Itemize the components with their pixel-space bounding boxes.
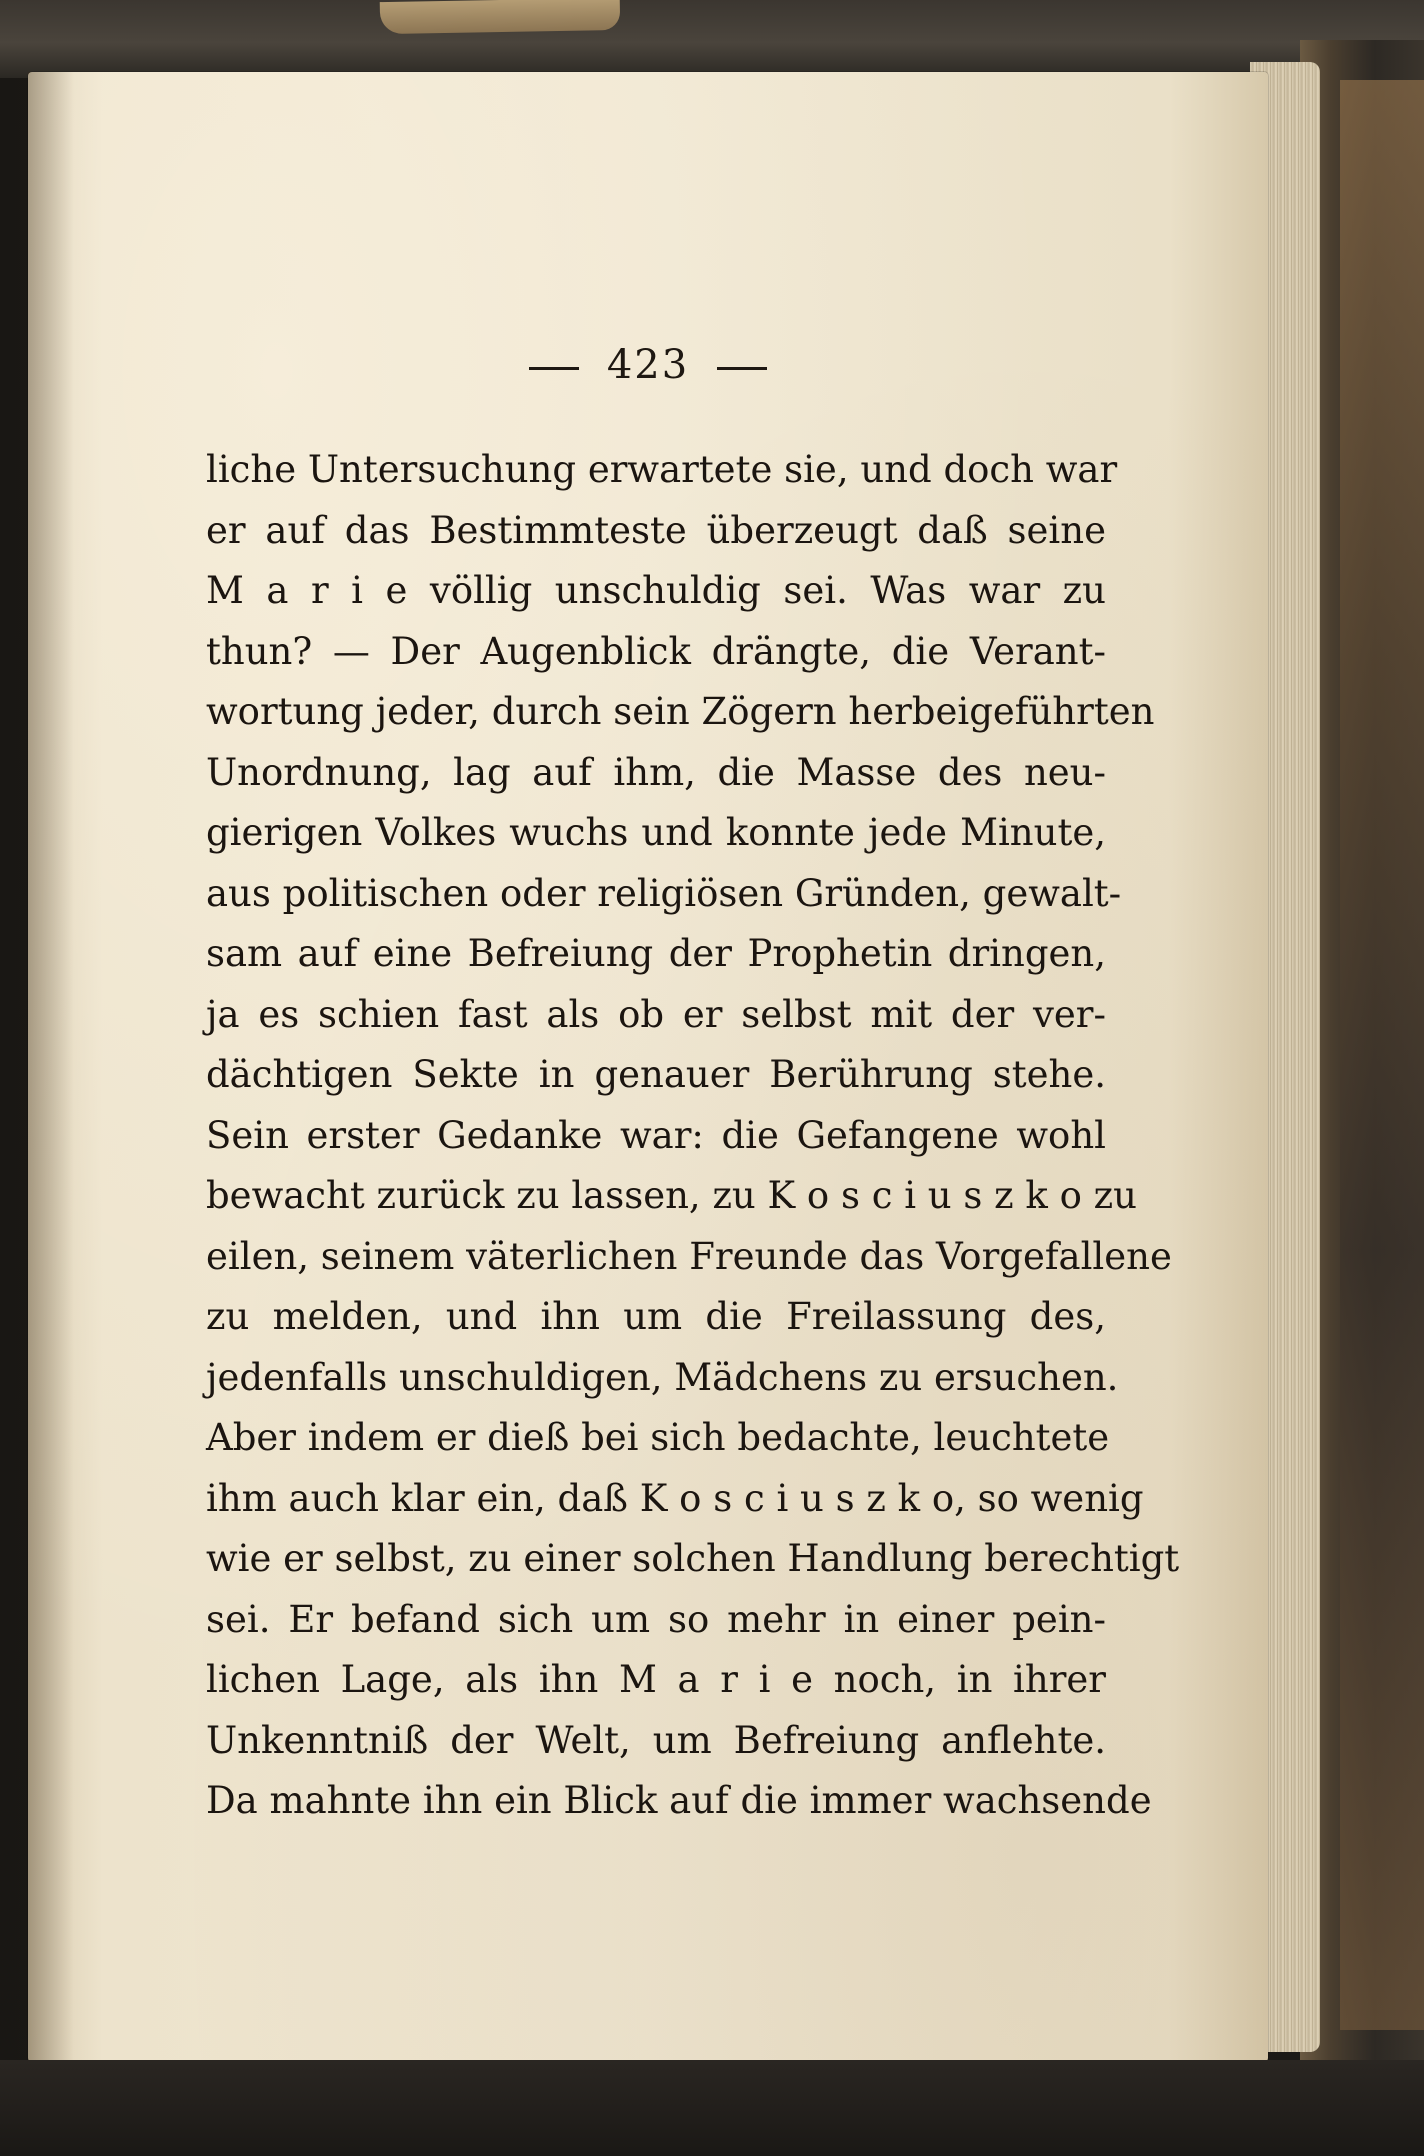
text-line: Unordnung, lag auf ihm, die Masse des neu-: [206, 750, 1106, 794]
text-line: er auf das Bestimmteste überzeugt daß seine: [206, 508, 1106, 552]
text-line: Unkenntniß der Welt, um Befreiung anflehte.: [206, 1718, 1106, 1762]
text-line: Da mahnte ihn ein Blick auf die immer wachsende: [206, 1779, 1152, 1822]
text-line: wortung jeder, durch sein Zögern herbeigeführten: [206, 690, 1155, 733]
header-dash-right: [717, 367, 767, 370]
text-line: liche Untersuchung erwartete sie, und doch war: [206, 448, 1118, 491]
text-line: sei. Er befand sich um so mehr in einer pein-: [206, 1597, 1106, 1641]
book-top-edge: [0, 0, 1424, 78]
text-line: wie er selbst, zu einer solchen Handlung berechtigt: [206, 1537, 1180, 1580]
page-header: [28, 342, 1268, 388]
book-bottom-edge: [0, 2060, 1424, 2156]
text-line: jedenfalls unschuldigen, Mädchens zu ersuchen.: [206, 1355, 1119, 1399]
text-line: M a r i e völlig unschuldig sei. Was war zu: [206, 569, 1106, 612]
text-line: thun? — Der Augenblick drängte, die Verant-: [206, 629, 1106, 673]
header-dash-left: [529, 367, 579, 370]
text-line: zu melden, und ihn um die Freilassung des,: [206, 1295, 1106, 1338]
text-line: lichen Lage, als ihn M a r i e noch, in ihrer: [206, 1658, 1106, 1701]
page-number: 423: [606, 342, 690, 388]
text-line: sam auf eine Befreiung der Prophetin dringen,: [206, 932, 1106, 975]
text-line: Aber indem er dieß bei sich bedachte, leuchtete: [206, 1416, 1110, 1459]
text-line: Sein erster Gedanke war: die Gefangene wohl: [206, 1113, 1106, 1157]
text-line: bewacht zurück zu lassen, zu K o s c i u s z k o zu: [206, 1174, 1137, 1217]
text-line: dächtigen Sekte in genauer Berührung stehe.: [206, 1053, 1106, 1096]
text-line: gierigen Volkes wuchs und konnte jede Minute,: [206, 811, 1106, 854]
text-line: ja es schien fast als ob er selbst mit der ver-: [206, 992, 1106, 1036]
text-line: ihm auch klar ein, daß K o s c i u s z k o, so wenig: [206, 1476, 1144, 1520]
text-line: aus politischen oder religiösen Gründen, gewalt-: [206, 871, 1122, 915]
paper-tab: [380, 0, 621, 34]
text-line: eilen, seinem väterlichen Freunde das Vorgefallene: [206, 1234, 1172, 1278]
body-text: [206, 440, 1180, 1832]
book-page: [28, 72, 1268, 2062]
